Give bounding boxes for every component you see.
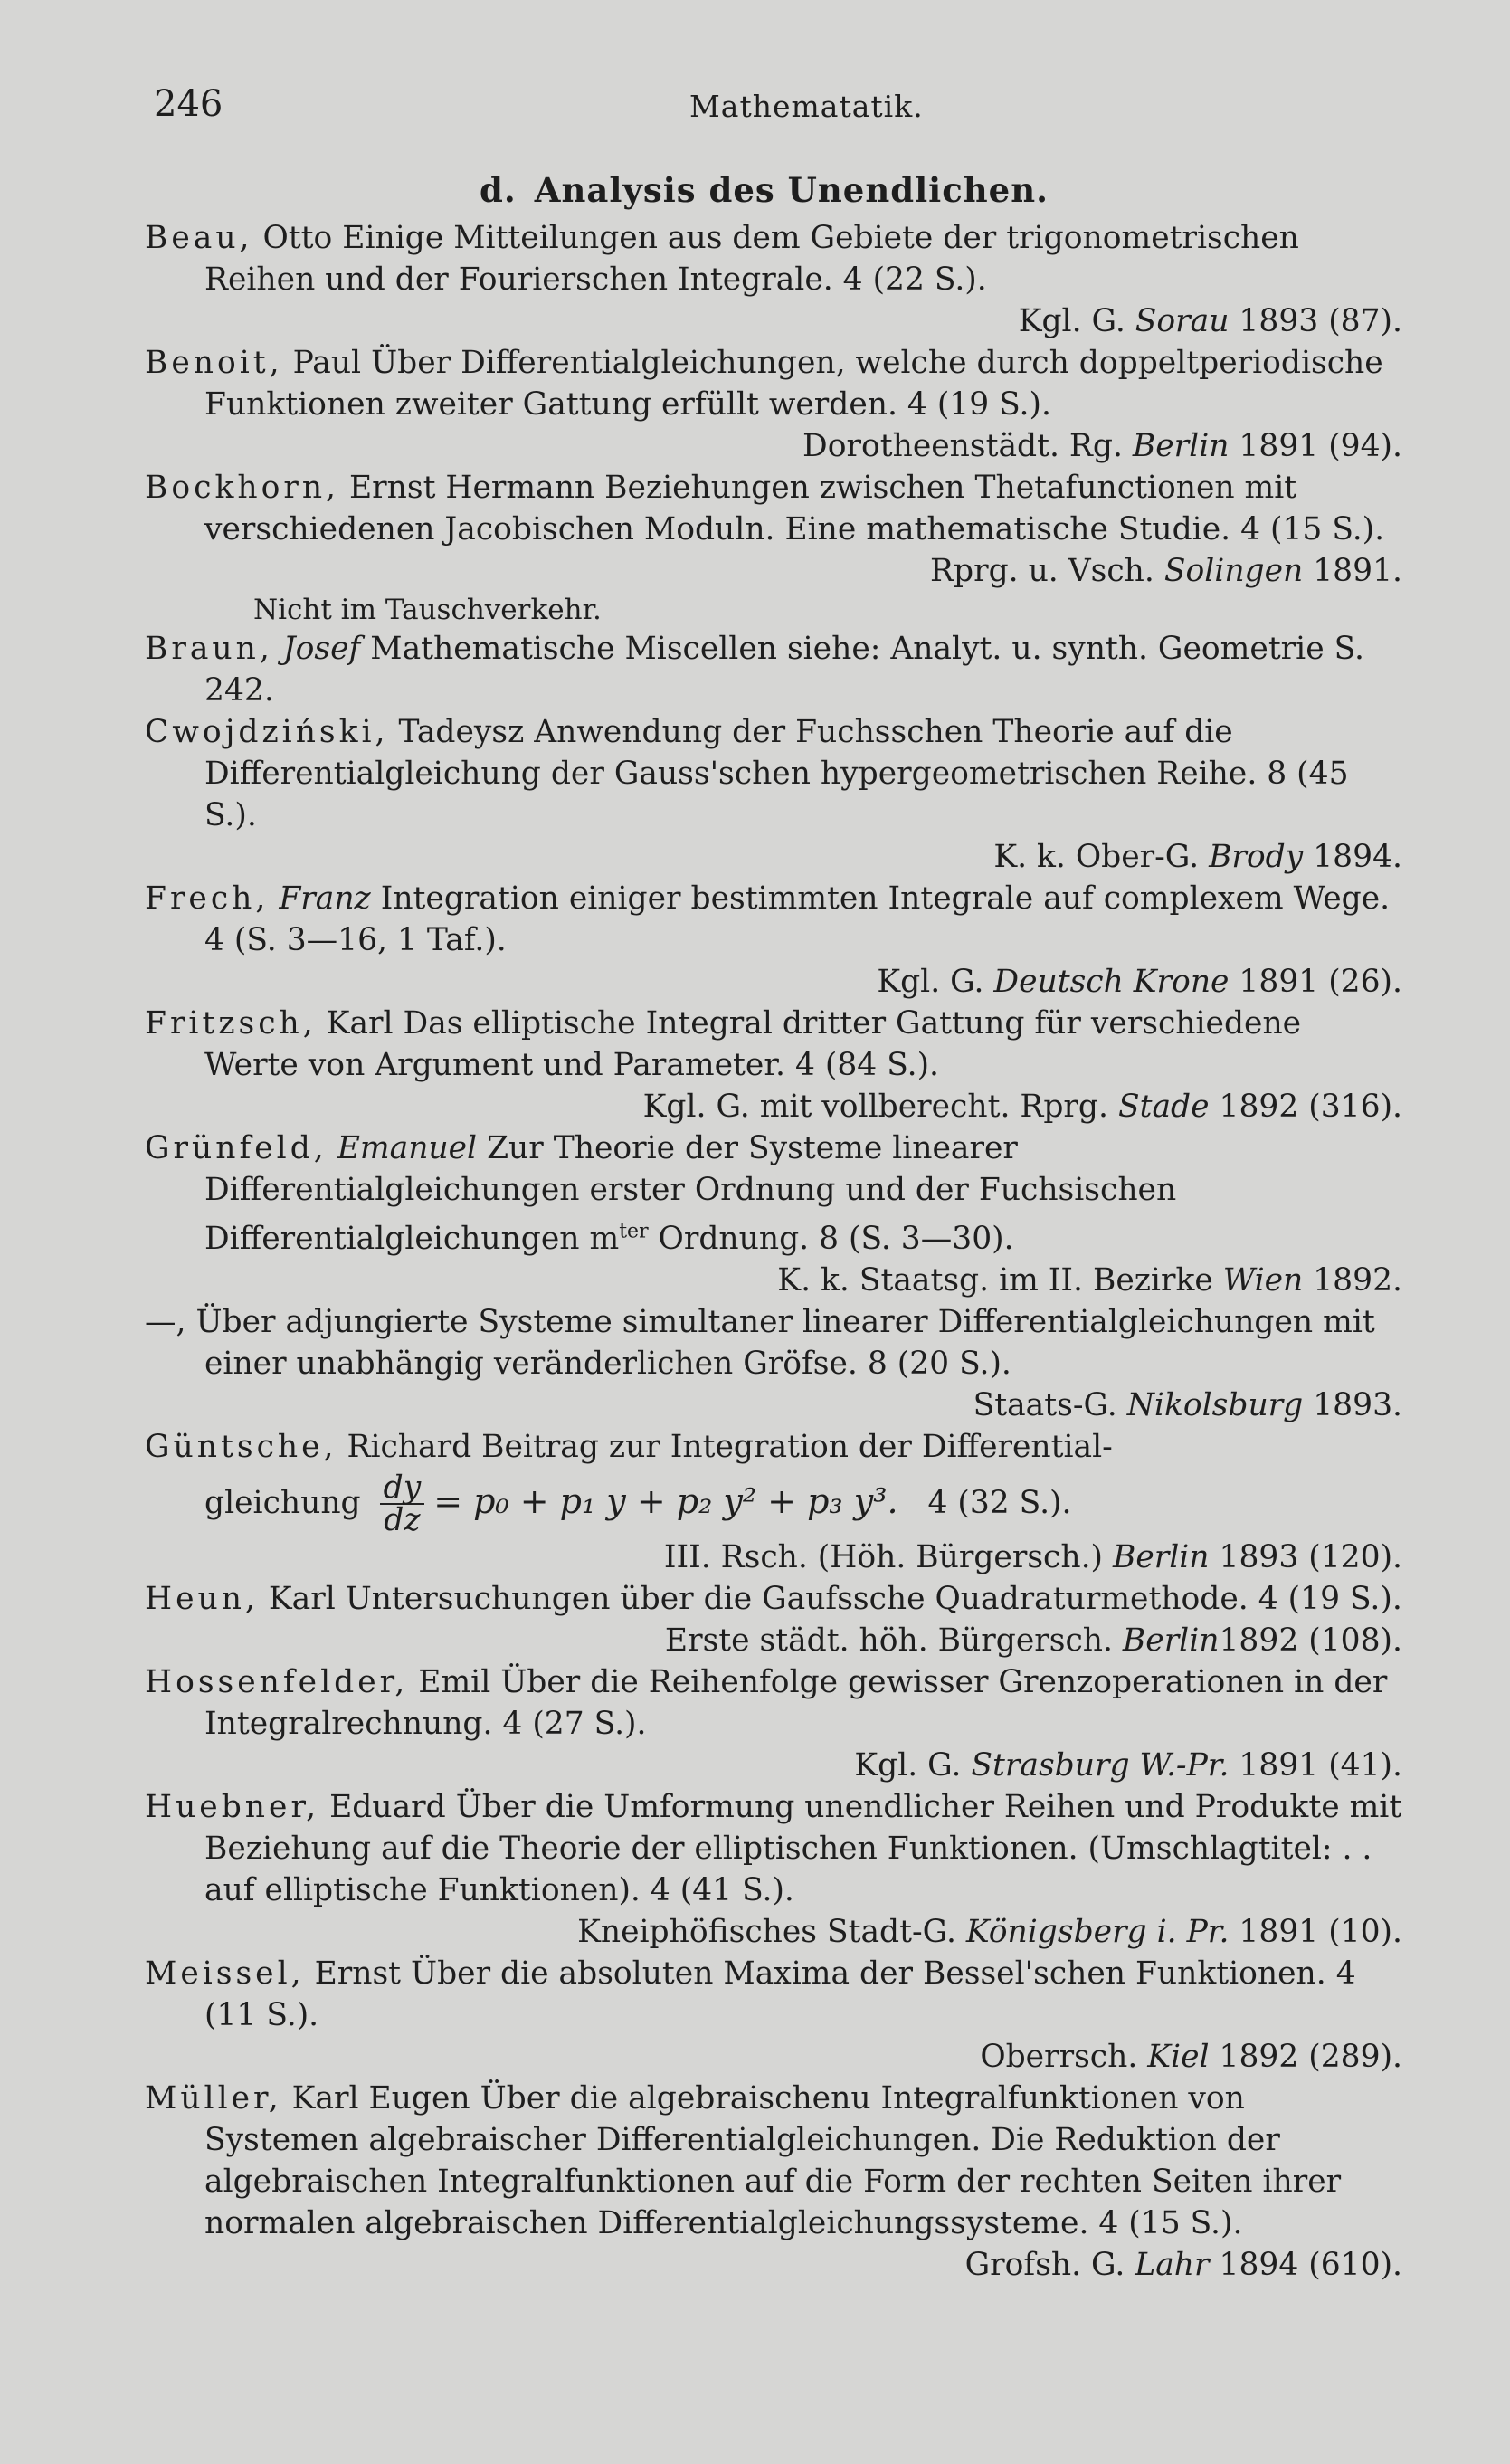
equation-rhs: = p₀ + p₁ y + p₂ y² + p₃ y³. [433,1480,898,1521]
entry-source: Erste städt. höh. Bürgersch. Berlin1892 (108). [664,1622,1402,1659]
fraction: $\frac{dy}{dz}$ [380,1472,425,1536]
entry-first-name: Franz [279,880,371,917]
entry-place: Stade [1117,1089,1210,1125]
entry-first-name: Emanuel [337,1130,478,1166]
entry-title: Beitrag zur Integration der Differential- [481,1428,1113,1465]
bib-entry-heun [145,1578,1402,1661]
entry-first-name: Karl [326,1005,394,1042]
bib-entry-guentsche [145,1426,1402,1578]
entry-place: Kiel [1147,2038,1210,2075]
section-heading [0,170,1510,210]
entry-source: Dorotheenstädt. Rg. Berlin 1891 (94). [802,428,1402,464]
entry-first-name: Eduard [329,1788,446,1825]
section-letter: d. [480,170,517,210]
entry-source: Grofsh. G. Lahr 1894 (610). [964,2246,1402,2283]
entry-title: Integration einiger bestimmten Integrale auf complexem Wege. 4 (S. 3—16, 1 Taf.). [204,880,1391,958]
entry-source: Kgl. G. Strasburg W.-Pr. 1891 (41). [854,1746,1402,1784]
section-title: Analysis des Unendlichen. [534,170,1049,210]
entry-title: Zur Theorie der Systeme linearer Differentialgleichungen erster Ordnung und der Fuchsischen Differentialgleichungen $m^{ter}$ Ordnung. 8 (S. 3—30). [204,1130,1177,1257]
entry-place: Königsberg i. Pr. [965,1913,1230,1950]
entry-title: Anwendung der Fuchsschen Theorie auf die Differentialgleichung der Gauss'schen hypergeometrischen Reihe. 8 (45 S.). [204,714,1349,833]
bib-entry-mueller [145,2078,1402,2286]
entry-title: Über die absoluten Maxima der Bessel'schen Funktionen. 4 (11 S.). [204,1955,1356,2033]
entry-note: Nicht im Tauschverkehr. [253,594,602,626]
bib-entry-huebner [145,1786,1402,1953]
entry-author: Hossenfelder, [145,1663,409,1700]
bib-entry-gruenfeld-2 [145,1301,1402,1426]
entry-first-name: Otto [262,220,333,256]
entry-first-name: Ernst Hermann [349,470,595,506]
bib-entry-beau [145,217,1402,342]
entry-title: Über adjungierte Systeme simultaner linearer Differentialgleichungen mit einer unabhängig veränderlichen Gröfse. 8 (20 S.). [195,1303,1375,1382]
page-number: 246 [154,83,223,125]
bibliography-list [145,217,1402,2286]
entry-first-name: Richard [347,1428,472,1465]
entry-source: Kgl. G. Sorau 1893 (87). [1018,303,1402,339]
page-header [154,83,1393,128]
bib-entry-cwojdzinski [145,711,1402,878]
entry-place: Lahr [1135,2246,1210,2283]
entry-author: Bockhorn, [145,470,340,506]
entry-author: Meissel, [145,1955,305,1992]
entry-author: Müller, [145,2079,282,2117]
entry-place: Strasburg W.-Pr. [971,1746,1230,1784]
entry-first-name: Paul [292,345,362,381]
entry-source: Kneiphöfisches Stadt-G. Königsberg i. Pr. 1891 (10). [577,1913,1402,1950]
entry-source: Kgl. G. Deutsch Krone 1891 (26). [877,964,1402,1000]
entry-title: Über die algebraischenu Integralfunktionen von Systemen algebraischer Differentialgleichungen. Die Reduktion der algebraischen Integralfunktionen auf die Form der rechten Seiten ihrer normalen algebraischen Differentialgleichungssysteme. 4 (15 S.). [204,2079,1342,2241]
entry-place: Solingen [1163,553,1304,589]
bib-entry-bockhorn [145,467,1402,628]
entry-author: Benoit, [145,345,283,381]
bib-entry-gruenfeld [145,1127,1402,1301]
entry-place: Berlin [1112,1538,1210,1575]
bib-entry-frech [145,878,1402,1003]
entry-title: Über Differentialgleichungen, welche durch doppeltperiodische Funktionen zweiter Gattung erfüllt werden. 4 (19 S.). [204,345,1383,423]
entry-title: Untersuchungen über die Gaufssche Quadraturmethode. 4 (19 S.). [345,1580,1402,1617]
entry-source: Staats-G. Nikolsburg 1893. [973,1386,1402,1423]
entry-author: Grünfeld, [145,1130,328,1166]
entry-place: Deutsch Krone [993,964,1230,1000]
bib-entry-hossenfelder [145,1661,1402,1786]
entry-author: Cwojdziński, [145,714,389,750]
entry-title: Das elliptische Integral dritter Gattung für verschiedene Werte von Argument und Parameter. 4 (84 S.). [204,1005,1302,1083]
entry-place: Berlin [1122,1622,1220,1659]
entry-source: Rprg. u. Vsch. Solingen 1891. [930,553,1402,589]
entry-source: Kgl. G. mit vollberecht. Rprg. Stade 1892 (316). [642,1089,1402,1125]
entry-first-name: Josef [282,631,361,667]
bib-entry-meissel [145,1953,1402,2078]
entry-source: K. k. Ober-G. Brody 1894. [993,839,1402,875]
entry-place: Berlin [1132,428,1230,464]
entry-title: Einige Mitteilungen aus dem Gebiete der trigonometrischen Reihen und der Fourierschen Integrale. 4 (22 S.). [204,220,1299,298]
entry-first-name: Tadeysz [398,714,525,750]
entry-author: Beau, [145,220,253,256]
entry-place: Wien [1222,1261,1304,1299]
entry-author: —, [145,1303,186,1340]
entry-title: Über die Reihenfolge gewisser Grenzoperationen in der Integralrechnung. 4 (27 S.). [204,1663,1388,1742]
entry-first-name: Karl Eugen [291,2079,470,2117]
entry-title: Mathematische Miscellen siehe: Analyt. u. synth. Geometrie S. 242. [204,631,1364,709]
entry-author: Güntsche, [145,1428,337,1465]
entry-author: Huebner, [145,1788,320,1825]
entry-equation: gleichung $\frac{dy}{dz}$ = p₀ + p₁ y + p₂ y² + p₃ y³. 4 (32 S.). [204,1470,1072,1538]
running-title: Mathematatik. [689,89,924,124]
entry-first-name: Ernst [314,1955,402,1992]
entry-author: Heun, [145,1580,259,1617]
entry-place: Brody [1209,839,1304,875]
entry-first-name: Emil [418,1663,491,1700]
entry-author: Braun, [145,631,273,667]
entry-source: III. Rsch. (Höh. Bürgersch.) Berlin 1893 (120). [663,1538,1402,1575]
bib-entry-braun [145,628,1402,711]
bib-entry-benoit [145,342,1402,467]
entry-source: K. k. Staatsg. im II. Bezirke Wien 1892. [777,1261,1402,1299]
entry-author: Fritzsch, [145,1005,317,1042]
bib-entry-fritzsch [145,1003,1402,1127]
entry-title: Beziehungen zwischen Thetafunctionen mit verschiedenen Jacobischen Moduln. Eine mathematische Studie. 4 (15 S.). [204,470,1385,547]
entry-first-name: Karl [268,1580,336,1617]
entry-place: Nikolsburg [1126,1386,1304,1423]
entry-title: Über die Umformung unendlicher Reihen und Produkte mit Beziehung auf die Theorie der elliptischen Funktionen. (Umschlagtitel: . . auf elliptische Funktionen). 4 (41 S.). [204,1788,1402,1908]
entry-author: Frech, [145,880,270,917]
entry-place: Sorau [1135,303,1230,339]
entry-source: Oberrsch. Kiel 1892 (289). [980,2038,1402,2075]
